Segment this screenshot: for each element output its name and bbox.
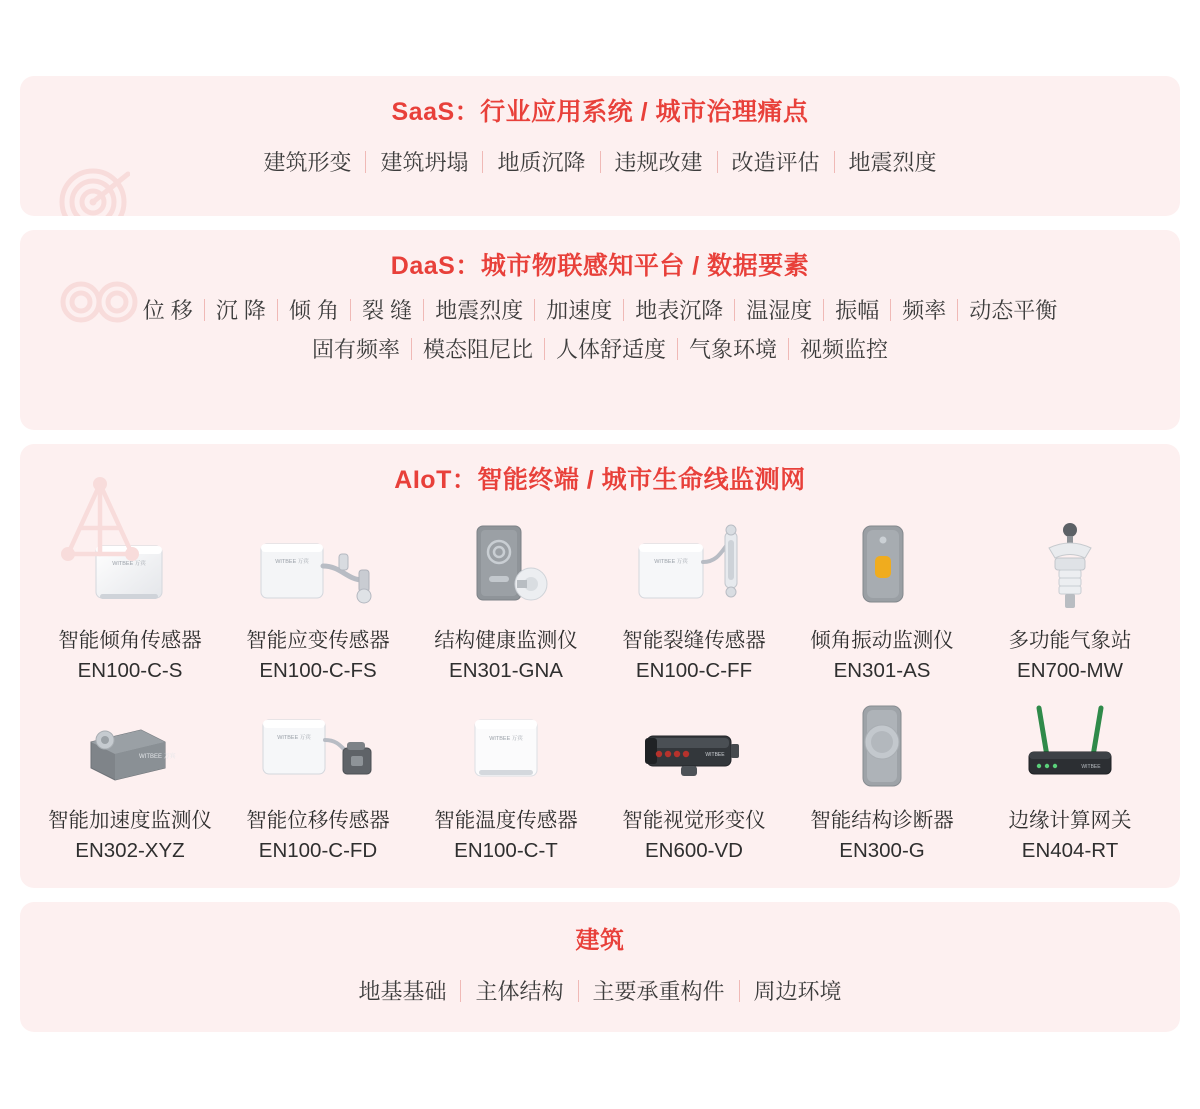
tag-item: 模态阻尼比 [422,337,533,362]
panel-aiot-title-prefix: AIoT： [394,466,478,494]
device-model: EN302-XYZ [75,839,185,862]
device-model: EN100-C-FF [635,659,753,682]
device-card[interactable] [224,694,412,866]
structure-diagnostic-icon [807,694,957,806]
device-model: EN301-AS [833,659,931,682]
tag-item: 加速度 [546,298,613,323]
tag-item: 位 移 [142,298,193,323]
svg-text:WITBEE 万宾: WITBEE 万宾 [654,559,688,565]
tag-item: 建筑坍塌 [380,150,469,175]
device-model: EN404-RT [1021,839,1119,862]
svg-text:WITBEE: WITBEE [705,752,725,758]
tag-item: 倾 角 [288,298,340,323]
device-model: EN300-G [839,839,925,862]
tag-item: 沉 降 [215,298,266,323]
strain-sensor-arm-icon [243,514,393,626]
device-name: 结构健康监测仪 [434,629,578,652]
panel-saas-tag-row [20,132,1180,183]
panel-daas [20,230,1180,430]
panel-saas-title-main: 行业应用系统 / 城市治理痛点 [480,98,809,126]
device-model: EN700-MW [1017,659,1123,682]
tag-item: 裂 缝 [362,298,413,323]
tag-item: 地震烈度 [848,150,937,175]
structural-health-monitor-icon [431,514,581,626]
tag-item: 改造评估 [731,150,820,175]
tag-item: 人体舒适度 [555,337,666,362]
tag-item: 地基基础 [358,979,447,1004]
device-model: EN301-GNA [449,659,563,682]
panel-aiot [20,444,1180,888]
panel-aiot-title [20,444,1180,500]
tag-item: 动态平衡 [969,298,1058,323]
device-name: 倾角振动监测仪 [810,629,954,652]
panel-daas-title-prefix: DaaS： [390,252,481,280]
tag-item: 固有频率 [311,337,400,362]
svg-text:WITBEE 万宾: WITBEE 万宾 [139,754,176,760]
device-model: EN600-VD [645,839,743,862]
device-name: 智能应变传感器 [246,629,390,652]
temperature-sensor-panel-icon [431,694,581,806]
tilt-vibration-monitor-icon [807,514,957,626]
panel-daas-title-main: 城市物联感知平台 / 数据要素 [480,252,810,280]
svg-text:WITBEE 万宾: WITBEE 万宾 [275,559,309,565]
device-model: EN100-C-T [454,839,558,862]
tag-item: 主要承重构件 [592,979,725,1004]
device-name: 智能结构诊断器 [810,809,954,832]
tag-item: 地质沉降 [497,150,586,175]
device-name: 边缘计算网关 [1008,809,1132,832]
tilt-sensor-panel-icon [55,514,205,626]
edge-gateway-router-icon [995,694,1145,806]
device-model: EN100-C-S [77,659,183,682]
device-name: 智能裂缝传感器 [622,629,766,652]
tag-item: 频率 [902,298,947,323]
device-model: EN100-C-FS [259,659,377,682]
device-card[interactable] [224,514,412,686]
device-card[interactable] [600,514,788,686]
device-card[interactable] [976,694,1164,866]
panel-building [20,902,1180,1032]
tag-item: 气象环境 [689,337,778,362]
tag-item: 地表沉降 [635,298,724,323]
device-card[interactable] [412,514,600,686]
device-card[interactable] [36,694,224,866]
svg-text:WITBEE 万宾: WITBEE 万宾 [112,561,146,567]
weather-station-icon [995,514,1145,626]
crack-sensor-icon [619,514,769,626]
tag-item: 地震烈度 [435,298,524,323]
panel-saas [20,76,1180,216]
vision-deformation-camera-icon [619,694,769,806]
device-name: 多功能气象站 [1008,629,1132,652]
device-card[interactable] [600,694,788,866]
device-card[interactable] [788,514,976,686]
panel-building-title: 建筑 [575,927,625,954]
panel-saas-title-prefix: SaaS： [391,98,481,126]
panel-daas-tag-row-1 [20,286,1180,325]
device-name: 智能加速度监测仪 [48,809,212,832]
panel-daas-tag-row-2 [20,325,1180,364]
panel-aiot-title-main: 智能终端 / 城市生命线监测网 [477,466,806,494]
tag-item: 温湿度 [746,298,813,323]
device-name: 智能视觉形变仪 [622,809,766,832]
svg-text:WITBEE 万宾: WITBEE 万宾 [277,735,311,741]
panel-daas-title [20,230,1180,286]
svg-text:WITBEE: WITBEE [1081,764,1101,770]
panel-building-tag-row [20,959,1180,1012]
accelerometer-box-icon [55,694,205,806]
device-card[interactable] [36,514,224,686]
svg-text:WITBEE 万宾: WITBEE 万宾 [489,736,523,742]
tag-item: 建筑形变 [263,150,352,175]
device-card[interactable] [412,694,600,866]
panel-saas-title [20,76,1180,132]
displacement-sensor-icon [243,694,393,806]
tag-item: 视频监控 [800,337,889,362]
tag-item: 周边环境 [753,979,842,1004]
device-name: 智能温度传感器 [434,809,578,832]
device-name: 智能位移传感器 [246,809,390,832]
tag-item: 违规改建 [614,150,703,175]
device-card[interactable] [976,514,1164,686]
device-model: EN100-C-FD [258,839,378,862]
tag-item: 振幅 [835,298,880,323]
device-grid [20,500,1180,872]
device-card[interactable] [788,694,976,866]
tag-item: 主体结构 [475,979,564,1004]
device-name: 智能倾角传感器 [58,629,202,652]
